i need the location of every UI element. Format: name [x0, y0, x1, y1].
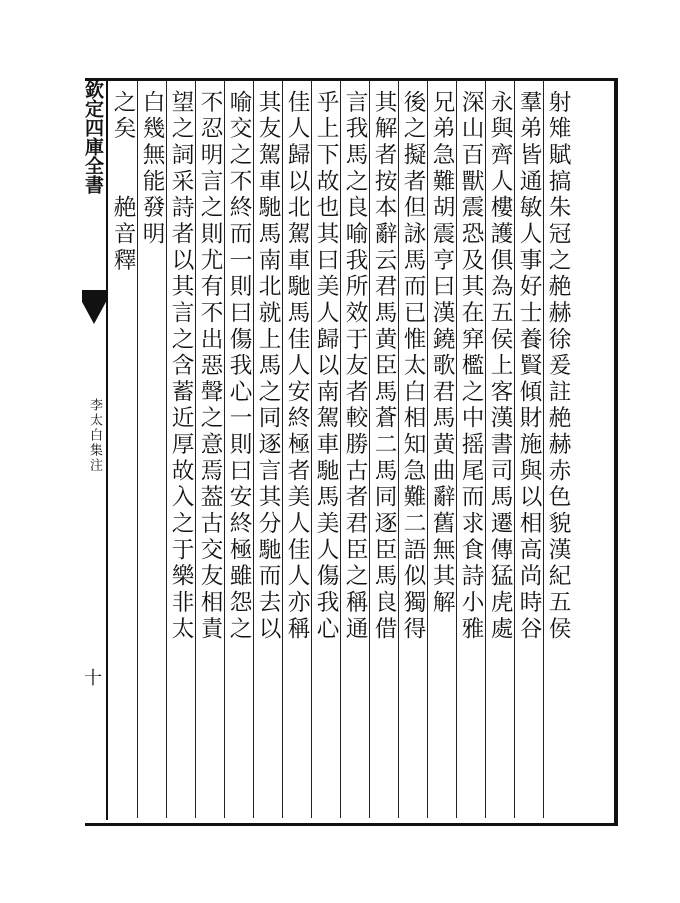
text-column: 佳人歸以北駕車馳馬佳人安終極者美人佳人亦稱	[284, 90, 310, 643]
page-number: 十	[81, 668, 102, 686]
text-column: 之矣 赩音釋	[110, 90, 136, 275]
column-divider	[456, 80, 457, 818]
column-divider	[137, 80, 138, 818]
text-column: 射雉賦搞朱冠之赩赫徐爰註赩赫赤色貌漢紀五侯	[545, 90, 571, 643]
column-divider	[485, 80, 486, 818]
text-column: 兄弟急難胡震亨曰漢鐃歌君馬黄曲辭舊無其解	[429, 90, 455, 617]
column-divider	[253, 80, 254, 818]
column-divider	[340, 80, 341, 818]
text-column: 乎上下故也其曰美人歸以南駕車馳馬美人傷我心	[313, 90, 339, 643]
column-divider	[166, 80, 167, 818]
text-column: 白幾無能發明	[139, 90, 165, 248]
text-column: 永與齊人樓護俱為五侯上客漢書司馬遷傳猛虎處	[487, 90, 513, 643]
text-column: 羣弟皆通敏人事好士養賢傾財施與以相高尚時谷	[516, 90, 542, 643]
text-column: 後之擬者但詠馬而已惟太白相知急難二語似獨得	[400, 90, 426, 643]
text-column: 其友駕車馳馬南北就上馬之同逐言其分馳而去以	[255, 90, 281, 643]
column-divider	[427, 80, 428, 818]
text-column: 言我馬之良喻我所效于友者較勝古者君臣之稱通	[342, 90, 368, 643]
column-divider	[224, 80, 225, 818]
column-divider	[282, 80, 283, 818]
column-divider	[514, 80, 515, 818]
book-name: 李太白集注	[87, 398, 102, 473]
column-divider	[398, 80, 399, 818]
column-divider	[311, 80, 312, 818]
text-column: 深山百獸震恐及其在穽檻之中摇尾而求食詩小雅	[458, 90, 484, 643]
column-divider	[369, 80, 370, 818]
collection-title: 欽定四庫全書	[82, 80, 104, 194]
column-divider	[195, 80, 196, 818]
text-column: 望之詞采詩者以其言之含蓄近厚故入之于樂非太	[168, 90, 194, 643]
text-column: 其解者按本辭云君馬黄臣馬蒼二馬同逐臣馬良借	[371, 90, 397, 643]
text-column: 喻交之不終而一則曰傷我心一則曰安終極雖怨之	[226, 90, 252, 643]
column-divider	[543, 80, 544, 818]
text-column: 不忍明言之則尤有不出惡聲之意焉葢古交友相責	[197, 90, 223, 643]
